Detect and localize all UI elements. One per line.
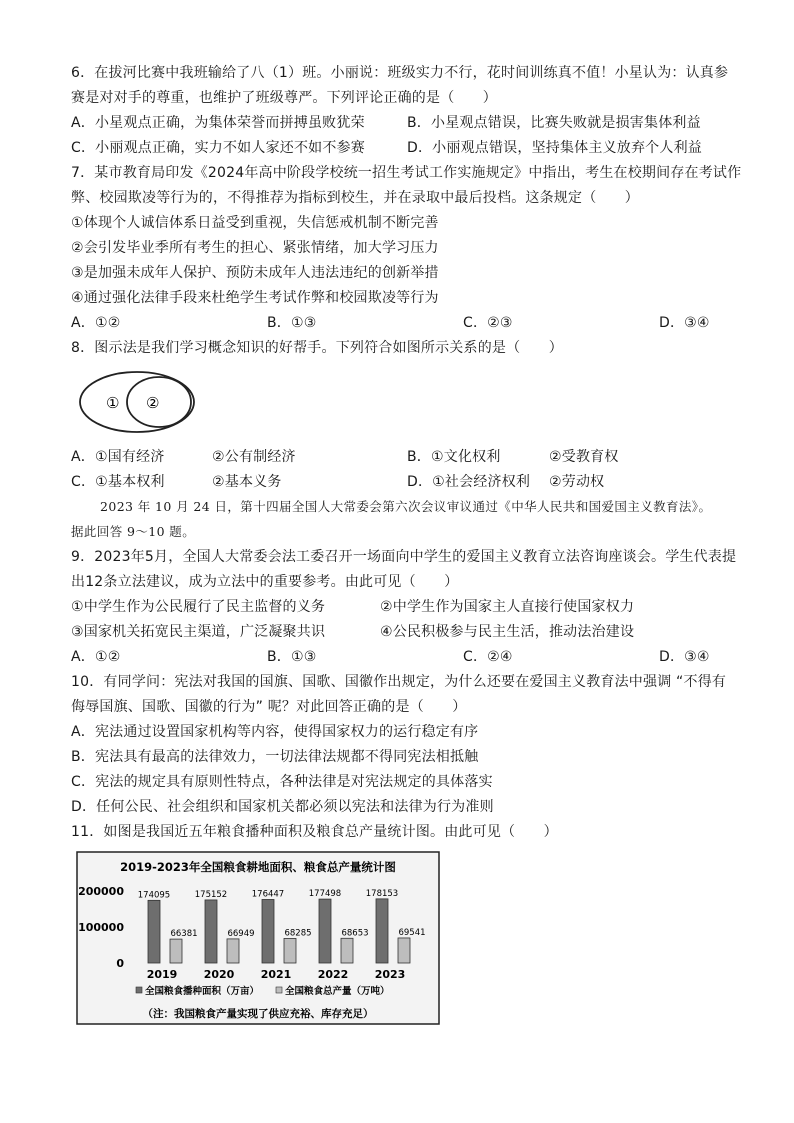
q8-option-c-2: ②基本义务 bbox=[212, 474, 282, 490]
q7-statement-2: ②会引发毕业季所有考生的担心、紧张情绪，加大学习压力 bbox=[71, 240, 439, 256]
y-tick-label: 100000 bbox=[78, 921, 124, 934]
q8-option-c-1: C．①基本权利 bbox=[71, 474, 165, 490]
q10-option-d: D．任何公民、社会组织和国家机关都必须以宪法和法律为行为准则 bbox=[71, 799, 494, 815]
bar-value-label: 68653 bbox=[341, 928, 369, 939]
q7-statement-3: ③是加强未成年人保护、预防未成年人违法违纪的创新举措 bbox=[71, 265, 439, 281]
q9-statement-4: ④公民积极参与民主生活，推动法治建设 bbox=[380, 624, 635, 640]
legend-swatch bbox=[136, 987, 142, 993]
q6-stem-line1: 6．在拔河比赛中我班输给了八（1）班。小丽说：班级实力不行，花时间训练真不值！小星认为：认真参 bbox=[71, 65, 729, 81]
q8-option-a-1: A．①国有经济 bbox=[71, 449, 165, 465]
chart-note: （注：我国粮食产量实现了供应充裕、库存充足） bbox=[142, 1008, 374, 1020]
bar-value-label: 68285 bbox=[284, 928, 312, 939]
q6-option-c: C．小丽观点正确，实力不如人家还不如不参赛 bbox=[71, 140, 365, 156]
bar-value-label: 177498 bbox=[308, 889, 342, 900]
bar-area bbox=[319, 899, 331, 963]
q7-statement-1: ①体现个人诚信体系日益受到重视，失信惩戒机制不断完善 bbox=[71, 215, 439, 231]
q7-option-d: D．③④ bbox=[659, 315, 710, 331]
y-tick-label: 0 bbox=[116, 957, 124, 970]
x-category-label: 2021 bbox=[260, 968, 292, 981]
bar-value-label: 66949 bbox=[227, 928, 255, 939]
q8-venn-diagram bbox=[76, 368, 198, 436]
q8-option-d-1: D．①社会经济权利 bbox=[407, 474, 531, 490]
q8-option-a-2: ②公有制经济 bbox=[212, 449, 296, 465]
q7-option-b: B．①③ bbox=[267, 315, 317, 331]
bar-area bbox=[148, 900, 160, 963]
x-category-label: 2023 bbox=[374, 968, 406, 981]
q10-option-a: A．宪法通过设置国家机构等内容，使得国家权力的运行稳定有序 bbox=[71, 724, 479, 740]
bar-value-label: 178153 bbox=[365, 888, 399, 899]
q9-option-a: A．①② bbox=[71, 649, 121, 665]
bar-output bbox=[227, 939, 239, 963]
bar-value-label: 69541 bbox=[398, 927, 426, 938]
x-category-label: 2022 bbox=[317, 968, 349, 981]
x-category-label: 2019 bbox=[146, 968, 178, 981]
q9-stem-line2: 出12条立法建议，成为立法中的重要参考。由此可见（ ） bbox=[71, 574, 459, 590]
material-line1: 2023 年 10 月 24 日，第十四届全国人大常委会第六次会议审议通过《中华人民共和国爱国主义教育法》。 bbox=[100, 499, 712, 514]
q6-option-a: A．小星观点正确，为集体荣誉而拼搏虽败犹荣 bbox=[71, 115, 365, 131]
legend-label: 全国粮食播种面积（万亩） bbox=[145, 986, 260, 997]
bar-output bbox=[341, 938, 353, 963]
q8-option-d-2: ②劳动权 bbox=[549, 474, 605, 490]
x-category-label: 2020 bbox=[203, 968, 235, 981]
q6-option-b: B．小星观点错误，比赛失败就是损害集体利益 bbox=[407, 115, 701, 131]
legend-label: 全国粮食总产量（万吨） bbox=[285, 986, 390, 997]
q9-option-d: D．③④ bbox=[659, 649, 710, 665]
q8-option-b-2: ②受教育权 bbox=[549, 449, 619, 465]
q9-stem-line1: 9．2023年5月，全国人大常委会法工委召开一场面向中学生的爱国主义教育立法咨询座谈会。学生代表提 bbox=[71, 549, 737, 565]
bar-area bbox=[205, 900, 217, 963]
q9-statement-3: ③国家机关拓宽民主渠道，广泛凝聚共识 bbox=[71, 624, 326, 640]
q8-option-b-1: B．①文化权利 bbox=[407, 449, 501, 465]
q10-option-b: B．宪法具有最高的法律效力，一切法律法规都不得同宪法相抵触 bbox=[71, 749, 479, 765]
bar-output bbox=[284, 938, 296, 963]
legend-swatch bbox=[276, 987, 282, 993]
q7-statement-4: ④通过强化法律手段来杜绝学生考试作弊和校园欺凌等行为 bbox=[71, 290, 439, 306]
chart-title: 2019-2023年全国粮食耕地面积、粮食总产量统计图 bbox=[120, 860, 396, 874]
material-line2: 据此回答 9～10 题。 bbox=[71, 524, 196, 539]
bar-value-label: 175152 bbox=[194, 889, 228, 900]
q9-statement-1: ①中学生作为公民履行了民主监督的义务 bbox=[71, 599, 326, 615]
q9-statement-2: ②中学生作为国家主人直接行使国家权力 bbox=[380, 599, 635, 615]
bar-output bbox=[170, 939, 182, 963]
bar-area bbox=[262, 899, 274, 963]
bar-area bbox=[376, 899, 388, 963]
q7-stem-line1: 7．某市教育局印发《2024年高中阶段学校统一招生考试工作实施规定》中指出，考生在校期间存在考试作 bbox=[71, 165, 742, 181]
bar-value-label: 176447 bbox=[251, 889, 285, 900]
q7-stem-line2: 弊、校园欺凌等行为的，不得推荐为指标到校生，并在录取中最后投档。这条规定（ ） bbox=[71, 190, 639, 206]
q11-stem: 11．如图是我国近五年粮食播种面积及粮食总产量统计图。由此可见（ ） bbox=[71, 824, 558, 840]
q9-option-b: B．①③ bbox=[267, 649, 317, 665]
bar-value-label: 174095 bbox=[137, 890, 171, 901]
bar-value-label: 66381 bbox=[170, 929, 198, 940]
q9-option-c: C．②④ bbox=[463, 649, 513, 665]
q7-option-c: C．②③ bbox=[463, 315, 513, 331]
venn-label-2: ② bbox=[146, 394, 160, 412]
venn-label-1: ① bbox=[106, 394, 120, 412]
q10-stem-line1: 10．有同学问：宪法对我国的国旗、国歌、国徽作出规定，为什么还要在爱国主义教育法中强调 “不得有 bbox=[71, 674, 727, 690]
q6-stem-line2: 赛是对对手的尊重，也维护了班级尊严。下列评论正确的是（ ） bbox=[71, 90, 497, 106]
grain-statistics-chart bbox=[76, 851, 440, 1025]
q6-option-d: D．小丽观点错误，坚持集体主义放弃个人利益 bbox=[407, 140, 702, 156]
q7-option-a: A．①② bbox=[71, 315, 121, 331]
bar-output bbox=[398, 938, 410, 963]
q8-stem: 8．图示法是我们学习概念知识的好帮手。下列符合如图所示关系的是（ ） bbox=[71, 340, 563, 356]
y-tick-label: 200000 bbox=[78, 885, 124, 898]
q10-stem-line2: 侮辱国旗、国歌、国徽的行为” 呢？对此回答正确的是（ ） bbox=[71, 699, 467, 715]
q10-option-c: C．宪法的规定具有原则性特点，各种法律是对宪法规定的具体落实 bbox=[71, 774, 493, 790]
